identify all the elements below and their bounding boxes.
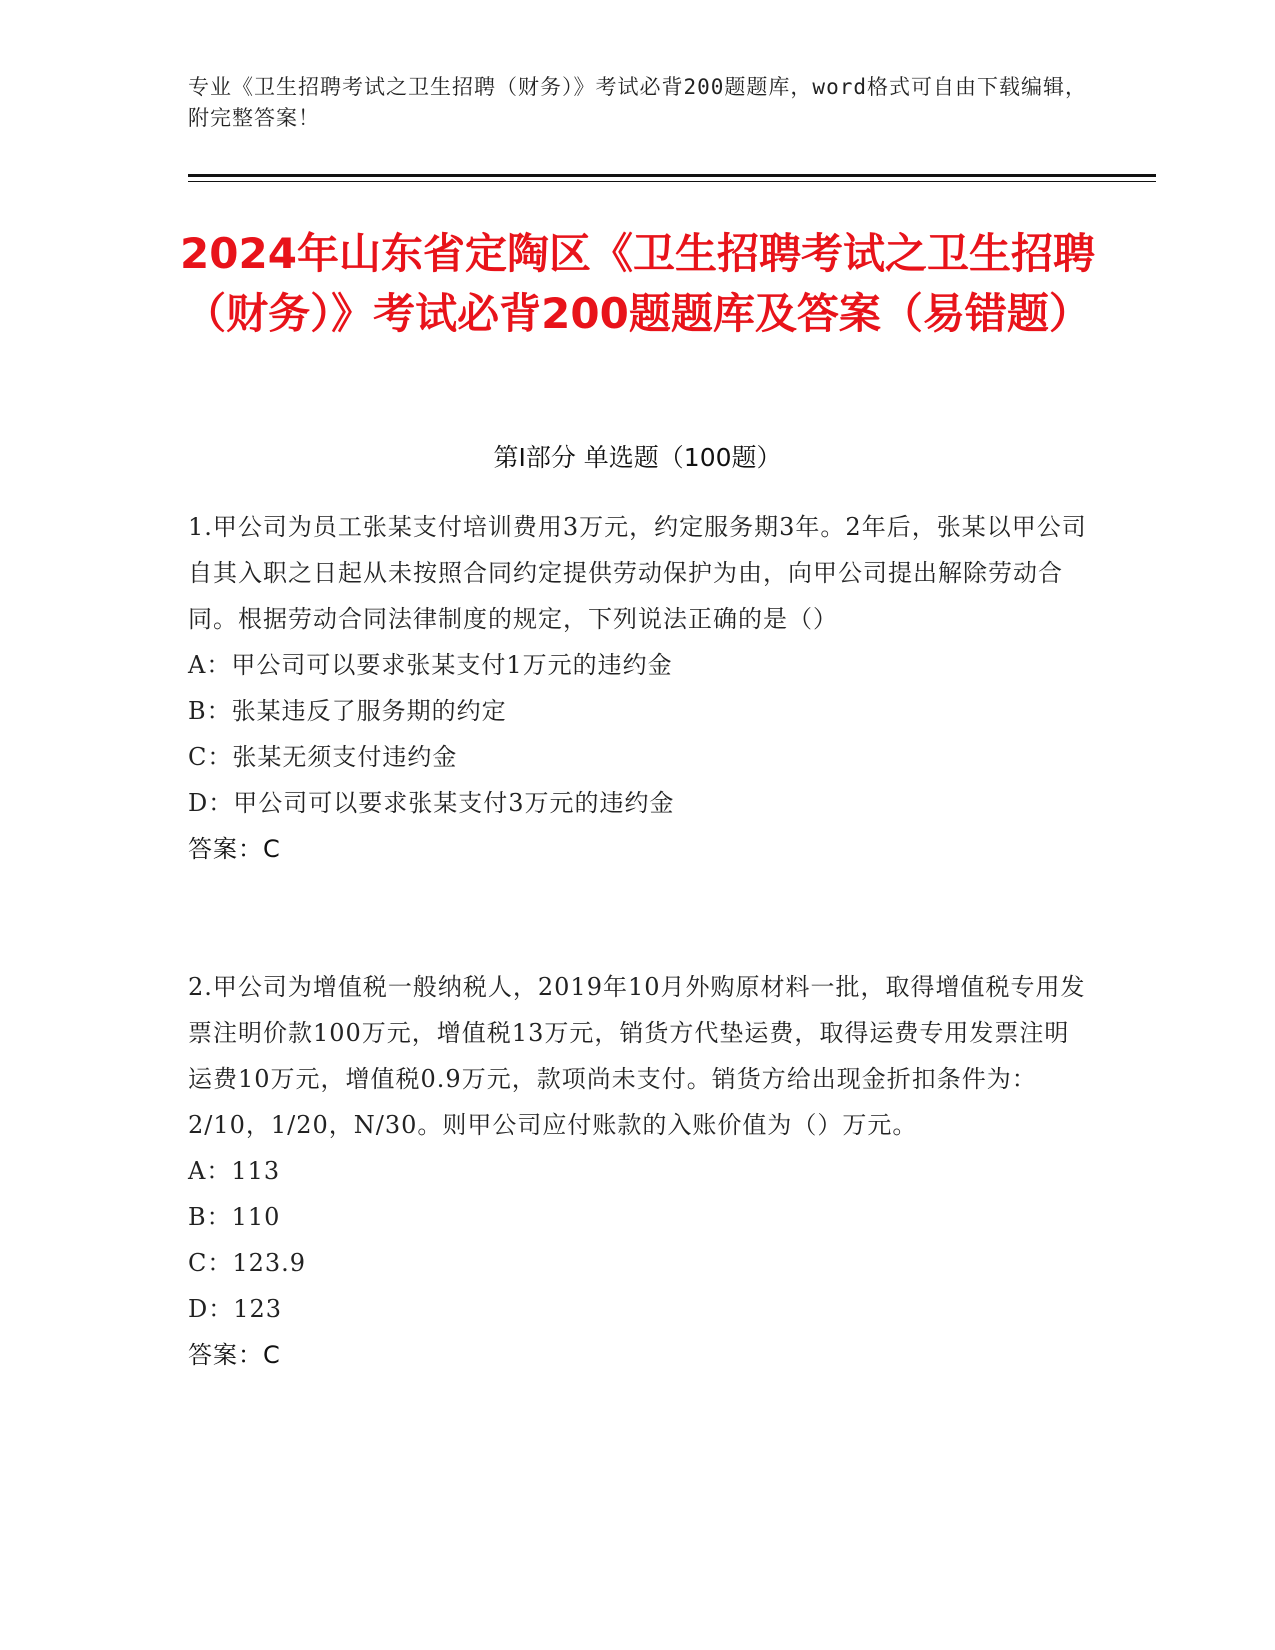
- option-a: A：甲公司可以要求张某支付1万元的违约金: [188, 651, 673, 679]
- option-b: B：张某违反了服务期的约定: [188, 697, 507, 725]
- option-d: D：123: [188, 1295, 283, 1323]
- document-title: 2024年山东省定陶区《卫生招聘考试之卫生招聘（财务）》考试必背200题题库及答案（易错题）: [180, 229, 1095, 338]
- option-d: D：甲公司可以要求张某支付3万元的违约金: [188, 789, 675, 817]
- header-divider-thin: [188, 181, 1156, 182]
- option-a: A：113: [188, 1157, 281, 1185]
- question-1: [188, 504, 1088, 872]
- option-c: C：张某无须支付违约金: [188, 743, 458, 771]
- section-title: 第Ⅰ部分 单选题（100题）: [493, 443, 782, 472]
- header-note: 专业《卫生招聘考试之卫生招聘（财务）》考试必背200题题库，word格式可自由下载编辑，附完整答案！: [188, 75, 1087, 130]
- header-divider-thick: [188, 174, 1156, 177]
- question-stem: 2.甲公司为增值税一般纳税人，2019年10月外购原材料一批，取得增值税专用发票注明价款100万元，增值税13万元，销货方代垫运费，取得运费专用发票注明运费10万元，增值税0.9万元，款项尚未支付。销货方给出现金折扣条件为：2/10，1/20，N/30。则甲公司应付账款的入账价值为（）万元。: [188, 973, 1086, 1139]
- answer-line: 答案：C: [188, 835, 281, 863]
- option-c: C：123.9: [188, 1249, 307, 1277]
- question-stem: 1.甲公司为员工张某支付培训费用3万元，约定服务期3年。2年后，张某以甲公司自其入职之日起从未按照合同约定提供劳动保护为由，向甲公司提出解除劳动合同。根据劳动合同法律制度的规定，下列说法正确的是（）: [188, 513, 1087, 633]
- question-2: [188, 964, 1088, 1378]
- option-b: B：110: [188, 1203, 281, 1231]
- answer-line: 答案：C: [188, 1341, 281, 1369]
